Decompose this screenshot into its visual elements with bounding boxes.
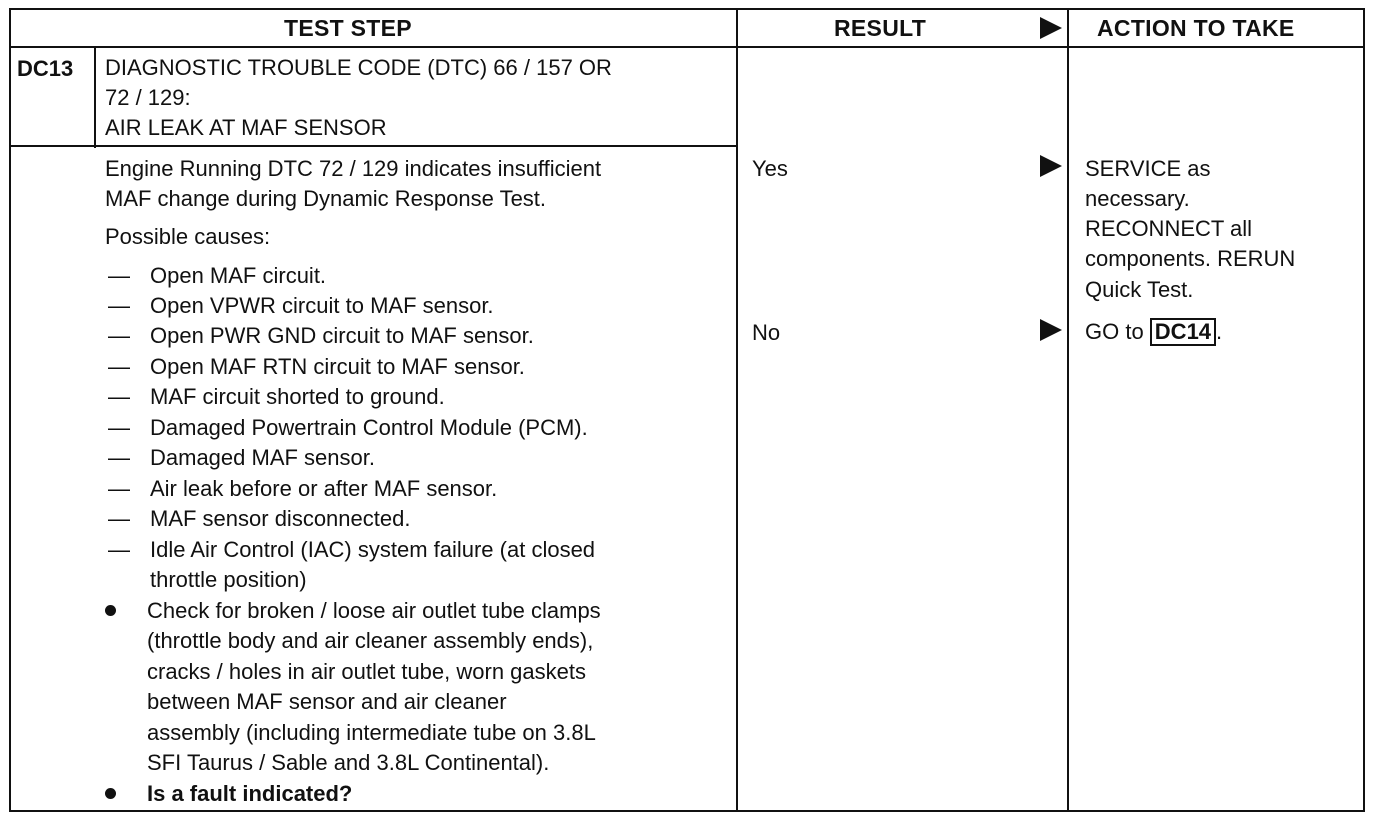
- list-dash: —: [108, 415, 130, 440]
- list-dash: —: [108, 506, 130, 531]
- intro-line: MAF change during Dynamic Response Test.: [105, 186, 547, 211]
- no-arrow-icon: [1040, 319, 1062, 341]
- list-dash: —: [108, 293, 130, 318]
- yes-arrow-icon: [1040, 155, 1062, 177]
- header-test-step: TEST STEP: [284, 15, 412, 41]
- cause-item: Open MAF RTN circuit to MAF sensor.: [150, 354, 525, 379]
- bullet-icon: [105, 605, 116, 616]
- action-yes-line: components. RERUN: [1085, 246, 1296, 271]
- action-no-suffix: .: [1216, 319, 1223, 344]
- step-title-line: DIAGNOSTIC TROUBLE CODE (DTC) 66 / 157 OR: [105, 55, 612, 80]
- result-column-divider: [736, 8, 738, 812]
- list-dash: —: [108, 476, 130, 501]
- check-line: assembly (including intermediate tube on 3.8L: [147, 720, 596, 745]
- list-dash: —: [108, 354, 130, 379]
- step-id-divider: [94, 46, 96, 148]
- cause-item: Damaged Powertrain Control Module (PCM).: [150, 415, 588, 440]
- intro-line: Engine Running DTC 72 / 129 indicates insufficient: [105, 156, 602, 181]
- action-yes-line: necessary.: [1085, 186, 1190, 211]
- cause-item: Damaged MAF sensor.: [150, 445, 375, 470]
- cause-item: MAF sensor disconnected.: [150, 506, 411, 531]
- cause-item-continued: throttle position): [150, 567, 307, 592]
- list-dash: —: [108, 384, 130, 409]
- list-dash: —: [108, 263, 130, 288]
- header-action: ACTION TO TAKE: [1097, 15, 1295, 41]
- action-no: [1085, 317, 1222, 347]
- question: Is a fault indicated?: [147, 781, 353, 806]
- dc14-reference-link[interactable]: DC14: [1150, 318, 1216, 346]
- cause-item: Air leak before or after MAF sensor.: [150, 476, 498, 501]
- action-yes-line: SERVICE as: [1085, 156, 1211, 181]
- result-no: No: [752, 320, 781, 345]
- step-title-line: AIR LEAK AT MAF SENSOR: [105, 115, 387, 140]
- action-yes-line: Quick Test.: [1085, 277, 1194, 302]
- list-dash: —: [108, 445, 130, 470]
- cause-item: MAF circuit shorted to ground.: [150, 384, 445, 409]
- check-line: between MAF sensor and air cleaner: [147, 689, 507, 714]
- step-title-line: 72 / 129:: [105, 85, 191, 110]
- check-line: cracks / holes in air outlet tube, worn gaskets: [147, 659, 586, 684]
- header-arrow-icon: [1040, 17, 1062, 39]
- cause-item: Open VPWR circuit to MAF sensor.: [150, 293, 494, 318]
- check-line: Check for broken / loose air outlet tube clamps: [147, 598, 601, 623]
- list-dash: —: [108, 537, 130, 562]
- cause-item: Open MAF circuit.: [150, 263, 327, 288]
- header-divider: [9, 46, 1365, 48]
- cause-item: Idle Air Control (IAC) system failure (at closed: [150, 537, 596, 562]
- cause-item: Open PWR GND circuit to MAF sensor.: [150, 323, 534, 348]
- check-line: (throttle body and air cleaner assembly ends),: [147, 628, 594, 653]
- causes-label: Possible causes:: [105, 224, 271, 249]
- action-no-prefix: GO to: [1085, 319, 1150, 344]
- action-yes-line: RECONNECT all: [1085, 216, 1253, 241]
- check-line: SFI Taurus / Sable and 3.8L Continental).: [147, 750, 550, 775]
- result-yes: Yes: [752, 156, 788, 181]
- action-column-divider: [1067, 8, 1069, 812]
- step-title-divider: [9, 145, 738, 147]
- list-dash: —: [108, 323, 130, 348]
- step-id: DC13: [17, 56, 74, 81]
- bullet-icon: [105, 788, 116, 799]
- header-result: RESULT: [834, 15, 927, 41]
